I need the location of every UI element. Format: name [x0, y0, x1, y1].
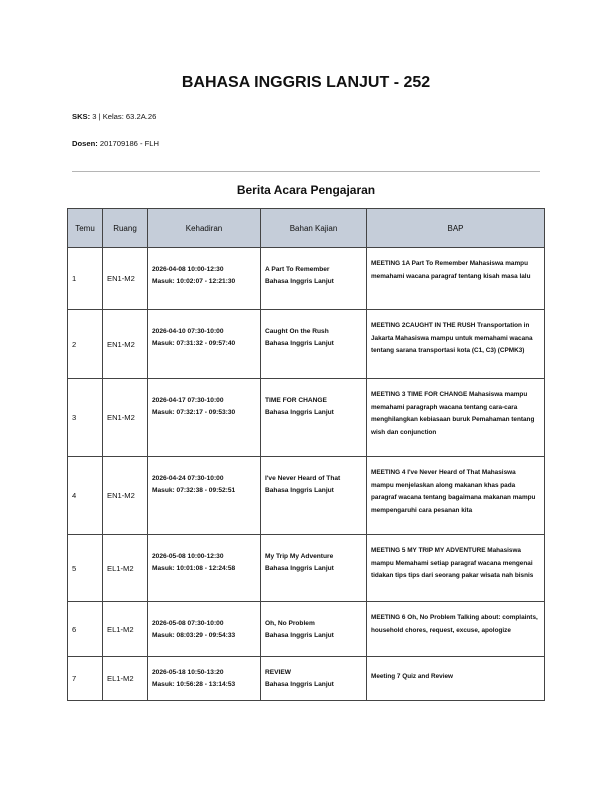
dosen-label: Dosen: — [72, 139, 98, 148]
cell-ruang: EN1-M2 — [103, 248, 148, 310]
header-temu: Temu — [68, 209, 103, 248]
cell-temu: 4 — [68, 457, 103, 535]
header-divider — [72, 171, 540, 172]
cell-bahan-kajian — [261, 310, 367, 379]
kehadiran-date: 2026-05-18 10:50-13:20 — [152, 669, 224, 676]
kehadiran-date: 2026-04-24 07:30-10:00 — [152, 475, 224, 482]
bap-text: Mahasiswa mampu memahami wacana paragraf tentang kisah masa lalu — [371, 260, 531, 280]
cell-bap — [367, 457, 545, 535]
kehadiran-masuk: Masuk: 10:02:07 - 12:21:30 — [152, 278, 236, 285]
cell-bap — [367, 602, 545, 657]
cell-ruang: EN1-M2 — [103, 310, 148, 379]
bap-heading: MEETING 4 I've Never Heard of That — [371, 469, 481, 476]
cell-bahan-kajian — [261, 379, 367, 457]
kehadiran-masuk: Masuk: 07:32:17 - 09:53:30 — [152, 409, 236, 416]
bahan-sub: Bahasa Inggris Lanjut — [265, 487, 334, 494]
bap-text: Mahasiswa mampu menjelaskan along makanan khas pada paragraf wacana tentang bagaimana makanan mampu mempengaruhi cara pesanan kita — [371, 469, 536, 514]
bap-heading: MEETING 3 TIME FOR CHANGE — [371, 391, 468, 398]
header-bap: BAP — [367, 209, 545, 248]
cell-temu: 5 — [68, 535, 103, 602]
course-title: BAHASA INGGRIS LANJUT - 252 — [181, 74, 431, 91]
dosen-line — [72, 139, 159, 148]
cell-bahan-kajian — [261, 535, 367, 602]
bahan-sub: Bahasa Inggris Lanjut — [265, 565, 334, 572]
header-bahan-kajian: Bahan Kajian — [261, 209, 367, 248]
cell-bahan-kajian — [261, 657, 367, 701]
header-kehadiran: Kehadiran — [148, 209, 261, 248]
sks-kelas-value: 3 | Kelas: 63.2A.26 — [92, 112, 157, 121]
kehadiran-date: 2026-05-08 10:00-12:30 — [152, 553, 224, 560]
header-ruang: Ruang — [103, 209, 148, 248]
bap-text: Talking about: complaints, household chores, request, excuse, apologize — [371, 614, 538, 634]
bahan-sub: Bahasa Inggris Lanjut — [265, 278, 334, 285]
table-row — [68, 602, 545, 657]
cell-bahan-kajian — [261, 602, 367, 657]
bahan-title: REVIEW — [265, 669, 292, 676]
bap-table — [67, 208, 545, 701]
dosen-value: 201709186 - FLH — [99, 139, 159, 148]
bap-heading: MEETING 1A Part To Remember — [371, 260, 468, 267]
sks-kelas-line — [72, 112, 156, 121]
section-title: Berita Acara Pengajaran — [236, 183, 376, 197]
cell-ruang: EN1-M2 — [103, 457, 148, 535]
table-header-row — [68, 209, 545, 248]
cell-bap — [367, 379, 545, 457]
bahan-title: Caught On the Rush — [265, 328, 329, 335]
bahan-title: I've Never Heard of That — [265, 475, 341, 482]
cell-kehadiran — [148, 310, 261, 379]
kehadiran-date: 2026-05-08 07:30-10:00 — [152, 620, 224, 627]
table-row — [68, 657, 545, 701]
cell-kehadiran — [148, 248, 261, 310]
cell-ruang: EN1-M2 — [103, 379, 148, 457]
cell-kehadiran — [148, 657, 261, 701]
bap-heading: MEETING 5 MY TRIP MY ADVENTURE — [371, 547, 486, 554]
sks-label: SKS: — [72, 112, 91, 121]
cell-temu: 7 — [68, 657, 103, 701]
bahan-title: Oh, No Problem — [265, 620, 315, 627]
kehadiran-masuk: Masuk: 08:03:29 - 09:54:33 — [152, 632, 236, 639]
cell-bahan-kajian — [261, 248, 367, 310]
table-row — [68, 248, 545, 310]
cell-bap — [367, 310, 545, 379]
bap-heading: MEETING 2CAUGHT IN THE RUSH — [371, 322, 476, 329]
bahan-title: TIME FOR CHANGE — [265, 397, 327, 404]
cell-kehadiran — [148, 602, 261, 657]
cell-temu: 2 — [68, 310, 103, 379]
bahan-title: My Trip My Adventure — [265, 553, 334, 560]
table-row — [68, 457, 545, 535]
cell-bahan-kajian — [261, 457, 367, 535]
bahan-sub: Bahasa Inggris Lanjut — [265, 409, 334, 416]
table-row — [68, 535, 545, 602]
cell-temu: 6 — [68, 602, 103, 657]
cell-kehadiran — [148, 457, 261, 535]
bahan-sub: Bahasa Inggris Lanjut — [265, 681, 334, 688]
bahan-sub: Bahasa Inggris Lanjut — [265, 632, 334, 639]
cell-bap — [367, 657, 545, 701]
bap-heading: MEETING 6 Oh, No Problem — [371, 614, 456, 621]
table-row — [68, 379, 545, 457]
cell-kehadiran — [148, 535, 261, 602]
kehadiran-masuk: Masuk: 10:01:08 - 12:24:58 — [152, 565, 236, 572]
cell-ruang: EL1-M2 — [103, 535, 148, 602]
table-row — [68, 310, 545, 379]
cell-temu: 3 — [68, 379, 103, 457]
cell-kehadiran — [148, 379, 261, 457]
bap-text: Transportation in Jakarta Mahasiswa mampu untuk memahami wacana tentang sarana transportasi kota (C1, C3) (CPMK3) — [371, 322, 533, 354]
bap-text: Mahasiswa mampu Memahami setiap paragraf wacana mengenai tidakan tips tips dari seorang pakar wisata nah bisnis — [371, 547, 534, 579]
kehadiran-date: 2026-04-10 07:30-10:00 — [152, 328, 224, 335]
kehadiran-date: 2026-04-08 10:00-12:30 — [152, 266, 224, 273]
cell-ruang: EL1-M2 — [103, 602, 148, 657]
kehadiran-date: 2026-04-17 07:30-10:00 — [152, 397, 224, 404]
cell-bap — [367, 248, 545, 310]
cell-bap — [367, 535, 545, 602]
kehadiran-masuk: Masuk: 07:32:38 - 09:52:51 — [152, 487, 236, 494]
bap-text: Meeting 7 Quiz and Review — [371, 673, 454, 680]
kehadiran-masuk: Masuk: 07:31:32 - 09:57:40 — [152, 340, 236, 347]
bahan-title: A Part To Remember — [265, 266, 330, 273]
bahan-sub: Bahasa Inggris Lanjut — [265, 340, 334, 347]
cell-ruang: EL1-M2 — [103, 657, 148, 701]
kehadiran-masuk: Masuk: 10:56:28 - 13:14:53 — [152, 681, 236, 688]
cell-temu: 1 — [68, 248, 103, 310]
bap-text: Mahasiswa mampu memahami paragraph wacana tentang cara-cara menghilangkan kebiasaan buruk Pemahaman tentang wish dan conjunction — [371, 391, 535, 436]
